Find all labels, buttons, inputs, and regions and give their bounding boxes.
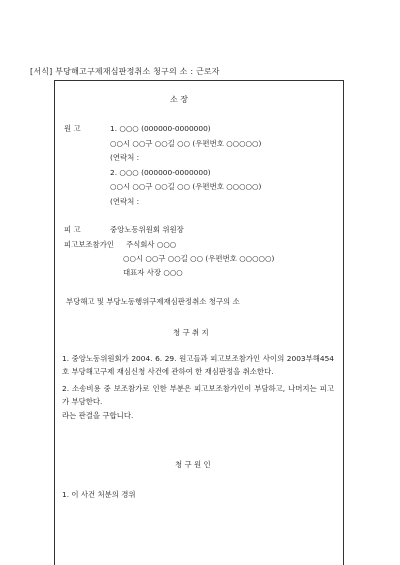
defendant-name: 중앙노동위원회 위원장 — [110, 225, 184, 234]
intervenor-representative: 대표자 사장 ○○○ — [123, 268, 183, 277]
plaintiff-1-address: ○○시 ○○구 ○○길 ○○ (우편번호 ○○○○○) — [110, 139, 262, 148]
cause-paragraph-1: 1. 이 사건 처분의 경위 — [62, 490, 136, 499]
document-caption: [서식] 부당해고구제재심판정취소 청구의 소 : 근로자 — [30, 67, 220, 76]
case-name: 부당해고 및 부당노동행위구제재심판정취소 청구의 소 — [66, 297, 240, 306]
plaintiff-label: 원 고 — [64, 124, 81, 133]
claim-heading: 청 구 취 지 — [173, 328, 209, 337]
cause-heading: 청 구 원 인 — [175, 460, 211, 469]
plaintiff-1-name: 1. ○○○ (000000-0000000) — [110, 124, 211, 133]
plaintiff-2-name: 2. ○○○ (000000-0000000) — [110, 168, 211, 177]
intervenor-label: 피고보조참가인 — [64, 240, 114, 249]
claim-paragraph-3: 라는 판결을 구합니다. — [62, 411, 134, 420]
document-title: 소 장 — [170, 95, 188, 104]
defendant-label: 피 고 — [64, 225, 81, 234]
claim-paragraph-2: 2. 소송비용 중 보조참가로 인한 부분은 피고보조참가인이 부담하고, 나머지는 피고가 부담한다. — [62, 384, 334, 406]
intervenor-address: ○○시 ○○구 ○○길 ○○ (우편번호 ○○○○○) — [123, 254, 275, 263]
plaintiff-2-contact: (연락처 : — [110, 197, 140, 206]
intervenor-name: 주식회사 ○○○ — [126, 240, 177, 249]
claim-paragraph-1: 1. 중앙노동위원회가 2004. 6. 29. 원고들과 피고보조참가인 사이의 2003부해454호 부당해고구제 재심신청 사건에 관하여 한 재심판정을 취소한다. — [62, 354, 334, 376]
plaintiff-2-address: ○○시 ○○구 ○○길 ○○ (우편번호 ○○○○○) — [110, 182, 262, 191]
plaintiff-1-contact: (연락처 : — [110, 153, 140, 162]
